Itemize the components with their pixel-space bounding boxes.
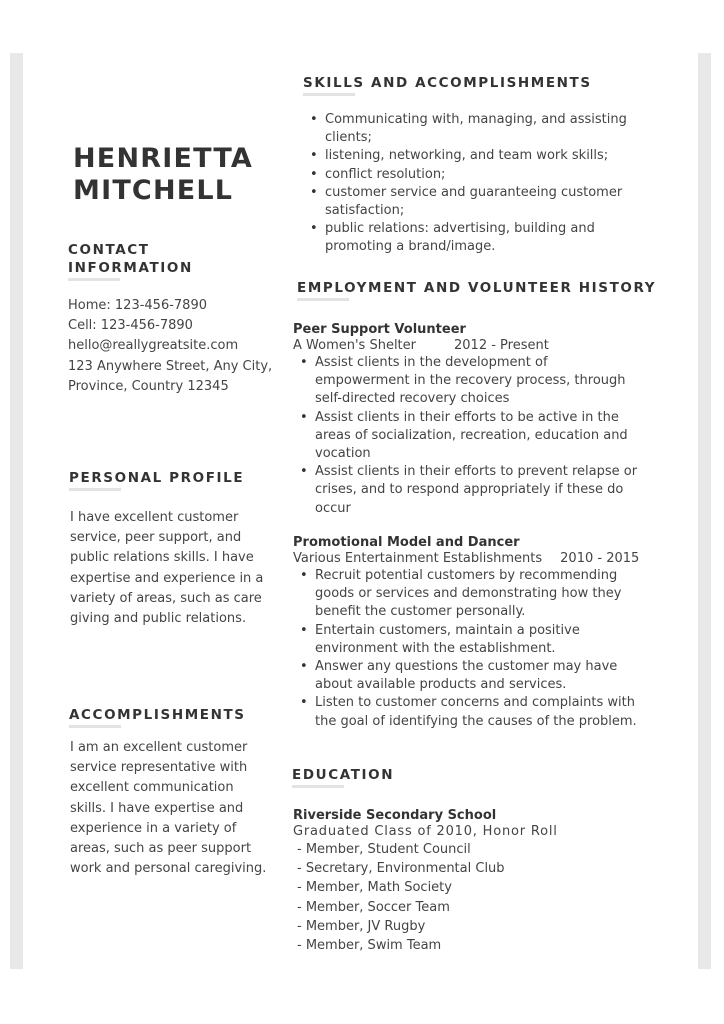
address-line2: Province, Country 12345 [68,378,229,394]
heading-underline [292,785,344,788]
accomplishments-line: experience in a variety of [70,820,237,836]
job-bullet: • Assist clients in the development of empowerment in the recovery process, through self-directed recovery choices [293,354,638,409]
activity-item: - Member, Soccer Team [297,899,450,915]
accomplishments-line: skills. I have expertise and [70,800,244,816]
job-dates: 2012 - Present [454,338,549,353]
profile-line: expertise and experience in a [70,570,264,586]
job-dates: 2010 - 2015 [560,551,640,566]
skill-item: • listening, networking, and team work skills; [303,147,643,165]
activity-item: - Member, JV Rugby [297,918,426,934]
school-name: Riverside Secondary School [293,808,497,823]
job-bullet: • Entertain customers, maintain a positive environment with the establishment. [293,622,653,658]
skills-heading-text: SKILLS AND ACCOMPLISHMENTS [303,75,592,91]
profile-line: variety of areas, such as care [70,590,262,606]
education-heading-text: EDUCATION [292,767,395,783]
contact-heading-line1: CONTACT [68,242,150,258]
activity-item: - Member, Swim Team [297,938,442,954]
left-decorative-bar [10,53,23,969]
profile-line: giving and public relations. [70,611,247,627]
employment-heading-text: EMPLOYMENT AND VOLUNTEER HISTORY [297,280,657,296]
job-bullet: • Answer any questions the customer may have about available products and services. [293,658,653,694]
job-title: Peer Support Volunteer [293,322,466,337]
activity-item: - Secretary, Environmental Club [297,861,505,877]
personal-profile-heading-text: PERSONAL PROFILE [69,470,245,486]
job-bullet: • Assist clients in their efforts to be active in the areas of socialization, recreation, education and vocation [293,409,638,464]
personal-profile-heading [69,469,244,491]
job-title: Promotional Model and Dancer [293,535,520,550]
education-entry [293,808,653,955]
accomplishments-line: I am an excellent customer [70,740,248,755]
accomplishments-text [70,738,266,879]
contact-heading [68,241,193,281]
job-bullet: • Assist clients in their efforts to prevent relapse or crises, and to respond appropriately if these do occur [293,463,638,518]
address-line1: 123 Anywhere Street, Any City, [68,358,273,374]
last-name: MITCHELL [73,175,234,206]
candidate-name [73,143,253,207]
job-bullets [293,567,653,731]
job-bullet: • Recruit potential customers by recommending goods or services and demonstrating how they benefit the customer personally. [293,567,653,622]
first-name: HENRIETTA [73,143,253,174]
job-entry [293,322,653,518]
accomplishments-line: areas, such as peer support [70,841,252,857]
employment-heading [297,279,656,301]
profile-line: public relations skills. I have [70,550,254,566]
skill-item: • Communicating with, managing, and assisting clients; [303,111,643,147]
heading-underline [68,278,120,281]
heading-underline [303,93,355,96]
contact-details [68,296,272,397]
accomplishments-heading-text: ACCOMPLISHMENTS [69,707,246,723]
cell-phone: Cell: 123-456-7890 [68,318,193,334]
activity-item: - Member, Student Council [297,842,471,857]
heading-underline [69,488,121,491]
job-org: A Women's Shelter [293,338,416,353]
job-bullet: • Listen to customer concerns and complaints with the goal of identifying the causes of the problem. [293,694,653,730]
profile-line: I have excellent customer [70,510,239,525]
activity-item: - Member, Math Society [297,880,452,896]
right-decorative-bar [698,53,711,969]
profile-line: service, peer support, and [70,530,242,546]
email: hello@reallygreatsite.com [68,338,239,354]
personal-profile-text [70,508,263,629]
job-org-dates [293,338,653,354]
graduation-detail: Graduated Class of 2010, Honor Roll [293,824,558,839]
contact-heading-line2: INFORMATION [68,260,193,276]
skills-list [303,111,643,257]
job-org: Various Entertainment Establishments [293,551,543,566]
accomplishments-line: service representative with [70,760,248,776]
skill-item: • customer service and guaranteeing customer satisfaction; [303,184,643,220]
accomplishments-line: work and personal caregiving. [70,861,267,877]
skill-item: • public relations: advertising, building and promoting a brand/image. [303,220,643,256]
skills-heading [303,74,592,96]
job-entry [293,535,653,731]
accomplishments-heading [69,706,246,728]
skill-item: • conflict resolution; [303,166,643,184]
education-heading [292,766,394,788]
job-org-dates [293,551,653,567]
heading-underline [297,298,349,301]
home-phone: Home: 123-456-7890 [68,298,207,313]
job-bullets [293,354,638,518]
accomplishments-line: excellent communication [70,780,234,796]
heading-underline [69,725,121,728]
